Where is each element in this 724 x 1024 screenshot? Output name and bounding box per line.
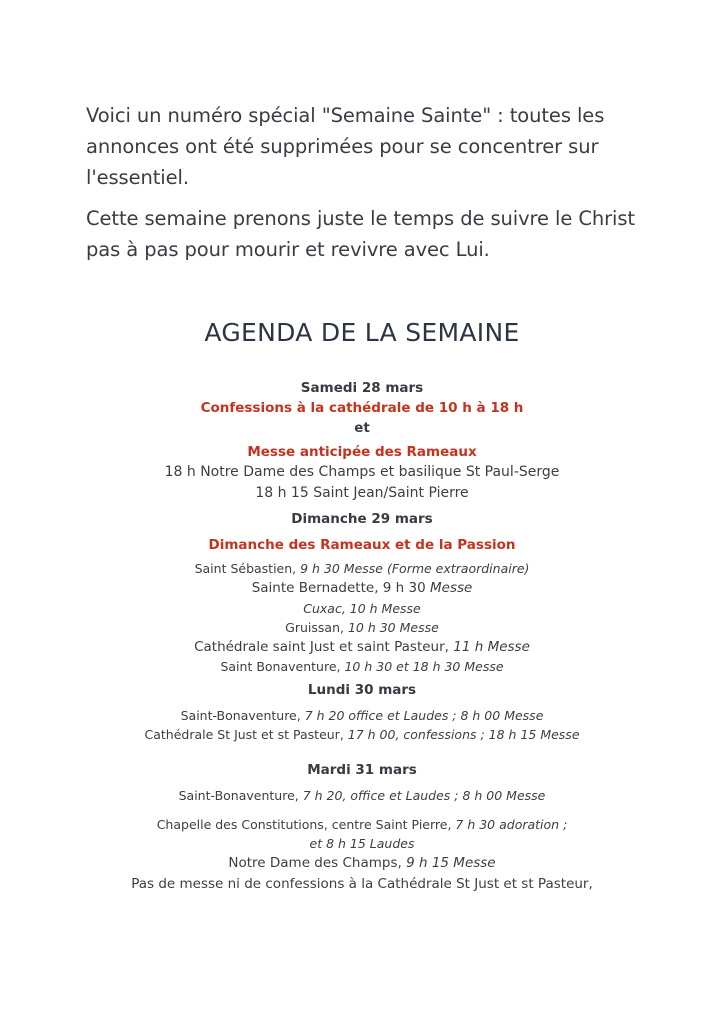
place: Cathédrale saint Just et saint Pasteur, [194,638,454,655]
dimanche-line-5 [0,637,724,658]
dimanche-line-3: Cuxac, 10 h Messe [303,600,421,616]
dimanche-line-2 [0,578,724,599]
intro-paragraph-1: Voici un numéro spécial "Semaine Sainte" : toutes les annonces ont été supprimées pour se concentrer sur l'essentiel. [86,104,605,189]
time: Messe [429,580,473,596]
dimanche-line-1 [0,559,724,578]
time: 9 h 30 Messe (Forme extraordinaire) [300,561,530,576]
rameaux-highlight: Dimanche des Rameaux et de la Passion [208,537,516,553]
place: Chapelle des Constitutions, centre Saint Pierre, [156,817,456,832]
mardi-line-2 [0,815,724,834]
mardi-line-5: Pas de messe ni de confessions à la Cathédrale St Just et st Pasteur, [131,875,593,892]
intro-text [86,100,666,275]
time: 9 h 15 Messe [406,855,496,871]
agenda-title: AGENDA DE LA SEMAINE [204,318,520,347]
place: Saint-Bonaventure, [180,708,305,723]
messe-anticipee-highlight: Messe anticipée des Rameaux [247,444,477,460]
samedi-line-2: 18 h 15 Saint Jean/Saint Pierre [255,484,469,501]
time: 7 h 20, office et Laudes ; 8 h 00 Messe [302,788,546,803]
place: Notre Dame des Champs, [228,855,407,871]
time: 10 h 30 Messe [347,619,439,635]
place: Saint-Bonaventure, [178,788,303,803]
place: Sainte Bernadette, 9 h 30 [251,580,430,596]
mardi-line-1 [0,786,724,805]
time: 10 h 30 et 18 h 30 Messe [344,659,504,674]
lundi-line-2 [0,725,724,744]
samedi-line-1: 18 h Notre Dame des Champs et basilique St Paul-Serge [164,464,560,480]
day-heading-mardi: Mardi 31 mars [307,762,417,778]
conjunction-et: et [354,420,370,436]
time: 7 h 20 office et Laudes ; 8 h 00 Messe [304,708,544,723]
lundi-line-1 [0,706,724,725]
intro-paragraph-2: Cette semaine prenons juste le temps de suivre le Christ pas à pas pour mourir et revivre avec Lui. [86,207,635,261]
confessions-highlight: Confessions à la cathédrale de 10 h à 18 h [200,400,524,416]
dimanche-line-6 [0,657,724,676]
time: 11 h Messe [453,638,530,655]
place: Saint Sébastien, [194,561,301,576]
day-heading-samedi: Samedi 28 mars [300,380,424,396]
day-heading-dimanche: Dimanche 29 mars [291,511,433,527]
place: Saint Bonaventure, [220,659,345,674]
dimanche-line-4 [0,618,724,637]
time: 7 h 30 adoration ; [455,817,568,832]
place: Gruissan, [285,619,348,635]
agenda-schedule [0,378,724,894]
mardi-line-3: et 8 h 15 Laudes [309,836,415,851]
day-heading-lundi: Lundi 30 mars [307,682,417,698]
time: 17 h 00, confessions ; 18 h 15 Messe [347,727,580,742]
place: Cathédrale St Just et st Pasteur, [144,727,348,742]
mardi-line-4 [0,853,724,874]
